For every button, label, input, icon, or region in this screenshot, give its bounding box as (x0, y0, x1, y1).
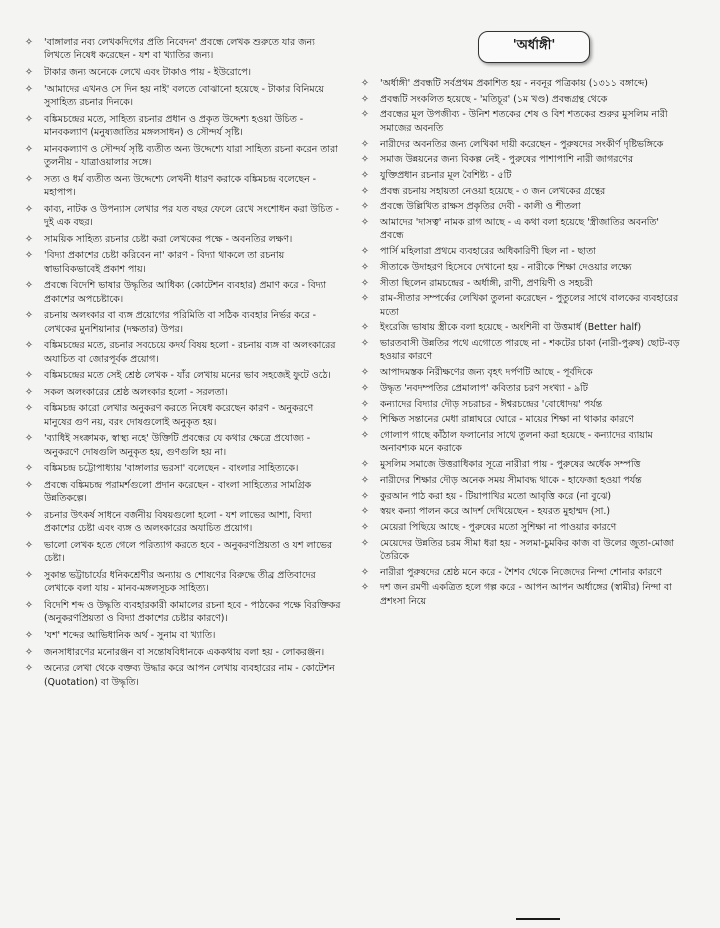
list-item-text: জনসাধারণের মনোরঞ্জন বা সন্তোষবিধানকে এককথায় বলা হয় - লোকরঞ্জন। (44, 646, 325, 658)
list-item-text: প্রবন্ধটি সংকলিত হয়েছে - 'মতিচূর' (১ম খণ্ড) প্রবন্ধগ্রন্থ থেকে (380, 93, 608, 105)
list-item-text: নারীদের শিক্ষার দৌড় অনেক সময় সীমাবদ্ধ থাকে - হাফেজা হওয়া পর্যন্ত (380, 474, 642, 486)
list-item (358, 321, 684, 334)
left-column (22, 36, 342, 928)
sparkle-bullet-icon: ✧ (360, 246, 370, 258)
list-item (22, 662, 342, 689)
list-item (22, 309, 342, 336)
sparkle-bullet-icon: ✧ (360, 429, 370, 441)
list-item-text: বঙ্কিমচন্দ্র কারো লেখার অনুকরণ করতে নিষেধ করেছেন কারণ - অনুকরণে মানুষের গুণ নয়, বরং দোষগুলোই অনুকৃত হয়। (44, 403, 314, 428)
list-item-text: 'অর্ধাঙ্গী' প্রবন্ধটি সর্বপ্রথম প্রকাশিত হয় - নবনূর পত্রিকায় (১৩১১ বঙ্গাব্দে) (380, 78, 648, 89)
list-item-text: প্রবন্ধে বিদেশি ভাষার উদ্ধৃতির আধিক্য (কোটেশন ব্যবহার) প্রমাণ করে - বিদ্যা প্রকাশের অপচেষ্টাকে। (44, 280, 327, 305)
sparkle-bullet-icon: ✧ (360, 322, 370, 334)
sparkle-bullet-icon: ✧ (360, 474, 370, 486)
list-item (22, 369, 342, 382)
bottom-rule (516, 918, 560, 920)
list-item-text: নারীদের অবনতির জন্য লেখিকা দায়ী করেছেন - পুরুষদের সংকীর্ণ দৃষ্টিভঙ্গিকে (380, 138, 664, 150)
sparkle-bullet-icon: ✧ (360, 277, 370, 289)
sparkle-bullet-icon: ✧ (24, 463, 34, 475)
list-item (22, 599, 342, 626)
sparkle-bullet-icon: ✧ (24, 629, 34, 641)
list-item (358, 537, 684, 564)
list-item-text: ভালো লেখক হতে গেলে পরিত্যাগ করতে হবে - অনুকরণপ্রিয়তা ও যশ লাভের চেষ্টা। (44, 539, 333, 565)
list-item (358, 458, 684, 471)
list-item (22, 646, 342, 659)
sparkle-bullet-icon: ✧ (24, 599, 34, 611)
list-item (22, 509, 342, 536)
list-item-text: স্বয়ং কন্যা পালন করে আদর্শ দেখিয়েছেন - হযরত মুহাম্মদ (সা.) (380, 506, 610, 518)
list-item (22, 113, 342, 140)
list-item (358, 93, 684, 106)
list-item (22, 386, 342, 399)
list-item (358, 382, 684, 395)
list-item (358, 413, 684, 426)
list-item (22, 539, 342, 566)
sparkle-bullet-icon: ✧ (360, 201, 370, 213)
sparkle-bullet-icon: ✧ (24, 280, 34, 292)
list-item-text: অন্যের লেখা থেকে বক্তব্য উদ্ধার করে আপন লেখায় ব্যবহারের নাম - কোটেশন (Quotation) বা উদ্ধৃতি। (44, 663, 335, 688)
list-item (358, 505, 684, 518)
list-item-text: প্রবন্ধে উল্লিখিত রাক্ষস প্রকৃতির দেবী - কালী ও শীতলা (380, 201, 581, 213)
list-item (358, 581, 684, 608)
sparkle-bullet-icon: ✧ (24, 663, 34, 675)
list-item-text: 'বাঙ্গালার নব্য লেখকদিগের প্রতি নিবেদন' প্রবন্ধে লেখক শুরুতে যার জন্য লিখতে নিষেধ করেছেন - যশ বা খ্যাতির জন্য। (44, 37, 315, 62)
sparkle-bullet-icon: ✧ (360, 521, 370, 533)
list-item (358, 169, 684, 182)
list-item-text: বিদেশি শব্দ ও উদ্ধৃতি ব্যবহারকারী কামালের রচনা হবে - পাঠকের পক্ষে বিরক্তিকর (অনুকরণপ্রিয়তা ও বিদ্যা প্রকাশের চেষ্টার কারণে)। (44, 599, 341, 625)
sparkle-bullet-icon: ✧ (360, 414, 370, 426)
list-item (22, 462, 342, 475)
sparkle-bullet-icon: ✧ (24, 83, 34, 95)
list-item (22, 173, 342, 200)
list-item-text: 'যশ' শব্দের আভিধানিক অর্থ - সুনাম বা খ্যাতি। (44, 629, 216, 641)
sparkle-bullet-icon: ✧ (360, 78, 370, 89)
sparkle-bullet-icon: ✧ (24, 403, 34, 415)
list-item-text: কুরআন পাঠ করা হয় - টিয়াপাখির মতো আবৃত্তি করে (না বুঝে) (380, 490, 611, 502)
list-item (22, 569, 342, 596)
list-item-text: রাম-সীতার সম্পর্কের লেখিকা তুলনা করেছেন - পুতুলের সাথে বালকের ব্যবহারের মতো (380, 293, 679, 318)
sparkle-bullet-icon: ✧ (360, 217, 370, 229)
list-item-text: সাময়িক সাহিত্য রচনার চেষ্টা করা লেখকের পক্ষে - অবনতির লক্ষণ। (44, 233, 293, 245)
sparkle-bullet-icon: ✧ (24, 479, 34, 491)
list-item (22, 36, 342, 63)
list-item (358, 277, 684, 290)
list-item-text: সুকান্ত ভট্টাচার্যের ধনিকশ্রেণীর অন্যায় ও শোষণের বিরুদ্ধে তীব্র প্রতিবাদের লেখাকে বলা যায় - মানব-মঙ্গলসূচক সাহিত্য। (44, 569, 316, 595)
list-item-text: মুসলিম সমাজে উত্তরাধিকার সূত্রে নারীরা পায় - পুরুষের অর্ধেক সম্পত্তি (380, 459, 641, 471)
list-item-text: প্রবন্ধের মূল উপজীব্য - উনিশ শতকের শেষ ও বিশ শতকের শুরুর মুসলিম নারী সমাজের অবনতি (380, 109, 668, 134)
list-item (22, 66, 342, 79)
sparkle-bullet-icon: ✧ (24, 37, 34, 48)
list-item-text: কাব্য, নাটক ও উপন্যাস লেখার পর যত বছর ফেলে রেখে সংশোধন করা উচিত - দুই এক বছর। (44, 203, 339, 228)
list-item (358, 429, 684, 456)
list-item-text: মানবকল্যাণ ও সৌন্দর্য সৃষ্টি ব্যতীত অন্য উদ্দেশ্যে যারা সাহিত্য রচনা করেন তারা তুলনীয় - যাত্রাওয়ালার সঙ্গে। (44, 143, 338, 168)
sparkle-bullet-icon: ✧ (24, 250, 34, 262)
sparkle-bullet-icon: ✧ (24, 386, 34, 398)
list-item-text: মেয়েরা পিছিয়ে আছে - পুরুষের মতো সুশিক্ষা না পাওয়ার কারণে (380, 521, 617, 533)
sparkle-bullet-icon: ✧ (24, 113, 34, 125)
list-item (358, 185, 684, 198)
sparkle-bullet-icon: ✧ (24, 340, 34, 352)
list-item-text: সমাজ উন্নয়নের জন্য বিকল্প নেই - পুরুষের পাশাপাশি নারী জাগরণের (380, 154, 633, 166)
list-item-text: আপাদমস্তক নিরীক্ষণের জন্য বৃহৎ দর্পণটি আছে - পূর্বদিকে (380, 367, 593, 379)
list-item-text: সকল অলংকারের শ্রেষ্ঠ অলংকার হলো - সরলতা। (44, 386, 228, 398)
list-item-text: 'বিদ্যা প্রকাশের চেষ্টা করিবেন না' কারণ - বিদ্যা থাকলে তা রচনায় স্বাভাবিকভাবেই প্রকাশ পায়। (44, 250, 285, 275)
list-item (358, 566, 684, 579)
sparkle-bullet-icon: ✧ (24, 203, 34, 215)
list-item-text: সত্য ও ধর্ম ব্যতীত অন্য উদ্দেশ্যে লেখনী ধারণ করাকে বঙ্কিমচন্দ্র বলেছেন - মহাপাপ। (44, 173, 317, 198)
sparkle-bullet-icon: ✧ (24, 173, 34, 185)
sparkle-bullet-icon: ✧ (360, 537, 370, 549)
sparkle-bullet-icon: ✧ (24, 370, 34, 382)
list-item-text: গোলাপ গাছে কাঁঠাল ফলানোর সাথে তুলনা করা হয়েছে - কন্যাদের ব্যায়াম অনাবশ্যক মনে করাকে (380, 429, 653, 455)
sparkle-bullet-icon: ✧ (24, 646, 34, 658)
list-item-text: বঙ্কিমচন্দ্রের মতে সেই শ্রেষ্ঠ লেখক - যাঁর লেখায় মনের ভাব সহজেই ফুটে ওঠে। (44, 370, 331, 382)
sparkle-bullet-icon: ✧ (360, 185, 370, 197)
sparkle-bullet-icon: ✧ (24, 569, 34, 581)
sparkle-bullet-icon: ✧ (24, 143, 34, 155)
sparkle-bullet-icon: ✧ (360, 398, 370, 410)
list-item (358, 366, 684, 379)
list-item (358, 216, 684, 243)
list-item-text: পার্সি মহিলারা প্রথমে ব্যবহারের অধিকারিণী ছিল না - ছাতা (380, 246, 596, 258)
sparkle-bullet-icon: ✧ (360, 93, 370, 105)
sparkle-bullet-icon: ✧ (24, 310, 34, 322)
list-item (358, 521, 684, 534)
list-item-text: শিক্ষিত সন্তানের মেধা রান্নাঘরে ঘোরে - মায়ের শিক্ষা না থাকার কারণে (380, 414, 634, 426)
list-item-text: বঙ্কিমচন্দ্র চট্টোপাধ্যায় 'বাঙ্গালার ভরসা' বলেছেন - বাংলার সাহিত্যকে। (44, 463, 299, 475)
list-item (358, 292, 684, 319)
list-item (358, 153, 684, 166)
list-item (358, 200, 684, 213)
list-item-text: 'আমাদের এখনও সে দিন হয় নাই' বলতে বোঝানো হয়েছে - টাকার বিনিময়ে সুসাহিত্য রচনার দিনকে। (44, 83, 324, 108)
list-item-text: উদ্ধৃত 'নবদম্পতির প্রেমালাপ' কবিতার চরণ সংখ্যা - ৯টি (380, 382, 588, 394)
list-item (22, 629, 342, 642)
list-item (22, 479, 342, 506)
sparkle-bullet-icon: ✧ (360, 506, 370, 518)
list-item-text: দশ জন রমণী একত্রিত হলে গল্প করে - আপন আপন অর্ধাঙ্গের (স্বামীর) নিন্দা বা প্রশংসা নিয়ে (380, 582, 672, 607)
list-item-text: নারীরা পুরুষদের শ্রেষ্ঠ মনে করে - শৈশব থেকে নিজেদের নিন্দা শোনার কারণে (380, 566, 663, 578)
list-item (358, 138, 684, 151)
sparkle-bullet-icon: ✧ (360, 367, 370, 379)
sparkle-bullet-icon: ✧ (360, 382, 370, 394)
list-item (22, 402, 342, 429)
sparkle-bullet-icon: ✧ (360, 293, 370, 305)
list-item (22, 233, 342, 246)
list-item (22, 143, 342, 170)
list-item-text: টাকার জন্য অনেকে লেখে এবং টাকাও পায় - ইউরোপে। (44, 67, 252, 78)
sparkle-bullet-icon: ✧ (24, 233, 34, 245)
sparkle-bullet-icon: ✧ (360, 459, 370, 471)
list-item (358, 245, 684, 258)
list-item-text: কন্যাদের বিদ্যার দৌড় সচরাচর - ঈশ্বরচন্দ্রের 'বোধোদয়' পর্যন্ত (380, 398, 603, 410)
sparkle-bullet-icon: ✧ (360, 338, 370, 350)
list-item-text: আমাদের 'দাসত্ব' নামক রাগ আছে - এ কথা বলা হয়েছে 'স্ত্রীজাতির অবনতি' প্রবন্ধে (380, 217, 659, 242)
list-item (358, 261, 684, 274)
list-item (22, 83, 342, 110)
list-item-text: রচনায় অলংকার বা ব্যঙ্গ প্রয়োগের পরিমিতি বা সঠিক ব্যবহার নির্ভর করে - লেখকের মুনশিয়ানার (দক্ষতার) উপর। (44, 310, 316, 335)
list-item (22, 203, 342, 230)
list-item (358, 77, 684, 90)
list-item-text: মেয়েদের উন্নতির চরম সীমা ধরা হয় - সলমা-চুমকির কাজ বা উলের জুতা-মোজা তৈরিকে (380, 537, 674, 563)
list-item-text: যুক্তিপ্রধান রচনার মূল বৈশিষ্ট্য - ৫টি (380, 169, 512, 181)
sparkle-bullet-icon: ✧ (360, 582, 370, 594)
list-item (358, 474, 684, 487)
sparkle-bullet-icon: ✧ (360, 138, 370, 150)
sparkle-bullet-icon: ✧ (360, 261, 370, 273)
list-item-text: প্রবন্ধে বঙ্কিমচন্দ্র পরামর্শগুলো প্রদান করেছেন - বাংলা সাহিত্যের সামগ্রিক উন্নতিকল্পে। (44, 479, 312, 505)
list-item-text: বঙ্কিমচন্দ্রের মতে, রচনার সবচেয়ে কদর্য বিষয় হলো - রচনায় ব্যঙ্গ বা অলংকারের অযাচিত বা জোরপূর্বক প্রয়োগ। (44, 340, 336, 365)
right-column (358, 36, 684, 928)
list-item-text: সীতাকে উদাহরণ হিসেবে দেখানো হয় - নারীকে শিক্ষা দেওয়ার লক্ষ্যে (380, 261, 632, 273)
list-item (22, 432, 342, 459)
list-item-text: 'ব্যাধিই সংক্রামক, স্বাস্থ্য নহে' উক্তিটি প্রবন্ধের যে কথার ক্ষেত্রে প্রযোজ্য - অনুকরণে দোষগুলি অনুকৃত হয়, গুণগুলি হয় না। (44, 433, 311, 458)
list-item (22, 339, 342, 366)
list-item-text: ভারতবাসী উন্নতির পথে এগোতে পারছে না - শকটের চাকা (নারী-পুরুষ) ছোট-বড় হওয়ার কারণে (380, 338, 680, 363)
sparkle-bullet-icon: ✧ (24, 509, 34, 521)
sparkle-bullet-icon: ✧ (360, 154, 370, 166)
list-item-text: প্রবন্ধ রচনায় সহায়তা নেওয়া হয়েছে - ৩ জন লেখকের গ্রন্থের (380, 185, 606, 197)
sparkle-bullet-icon: ✧ (360, 566, 370, 578)
list-item (22, 279, 342, 306)
section-title: 'অর্ধাঙ্গী' (478, 31, 591, 63)
list-item-text: বঙ্কিমচন্দ্রের মতে, সাহিত্য রচনার প্রধান ও প্রকৃত উদ্দেশ্য হওয়া উচিত - মানবকল্যাণ (মনুষ্যজাতির মঙ্গলসাধন) ও সৌন্দর্য সৃষ্টি। (44, 113, 304, 138)
sparkle-bullet-icon: ✧ (24, 539, 34, 551)
list-item-text: ইংরেজি ভাষায় স্ত্রীকে বলা হয়েছে - অংশিনী বা উত্তমার্ধ (Better half) (380, 322, 642, 334)
sparkle-bullet-icon: ✧ (360, 490, 370, 502)
sparkle-bullet-icon: ✧ (360, 169, 370, 181)
list-item (358, 337, 684, 364)
list-item-text: রচনার উৎকর্ষ সাধনে বর্জনীয় বিষয়গুলো হলো - যশ লাভের আশা, বিদ্যা প্রকাশের চেষ্টা এবং ব্যঙ্গ ও অলংকারের অযাচিত প্রয়োগ। (44, 509, 312, 535)
list-item (358, 108, 684, 135)
list-item (358, 398, 684, 411)
list-item (22, 249, 342, 276)
sparkle-bullet-icon: ✧ (24, 433, 34, 445)
list-item-text: সীতা ছিলেন রামচন্দ্রের - অর্ধাঙ্গী, রাণী, প্রণয়িণী ও সহচরী (380, 277, 593, 289)
list-item (358, 490, 684, 503)
sparkle-bullet-icon: ✧ (360, 109, 370, 121)
sparkle-bullet-icon: ✧ (24, 67, 34, 78)
